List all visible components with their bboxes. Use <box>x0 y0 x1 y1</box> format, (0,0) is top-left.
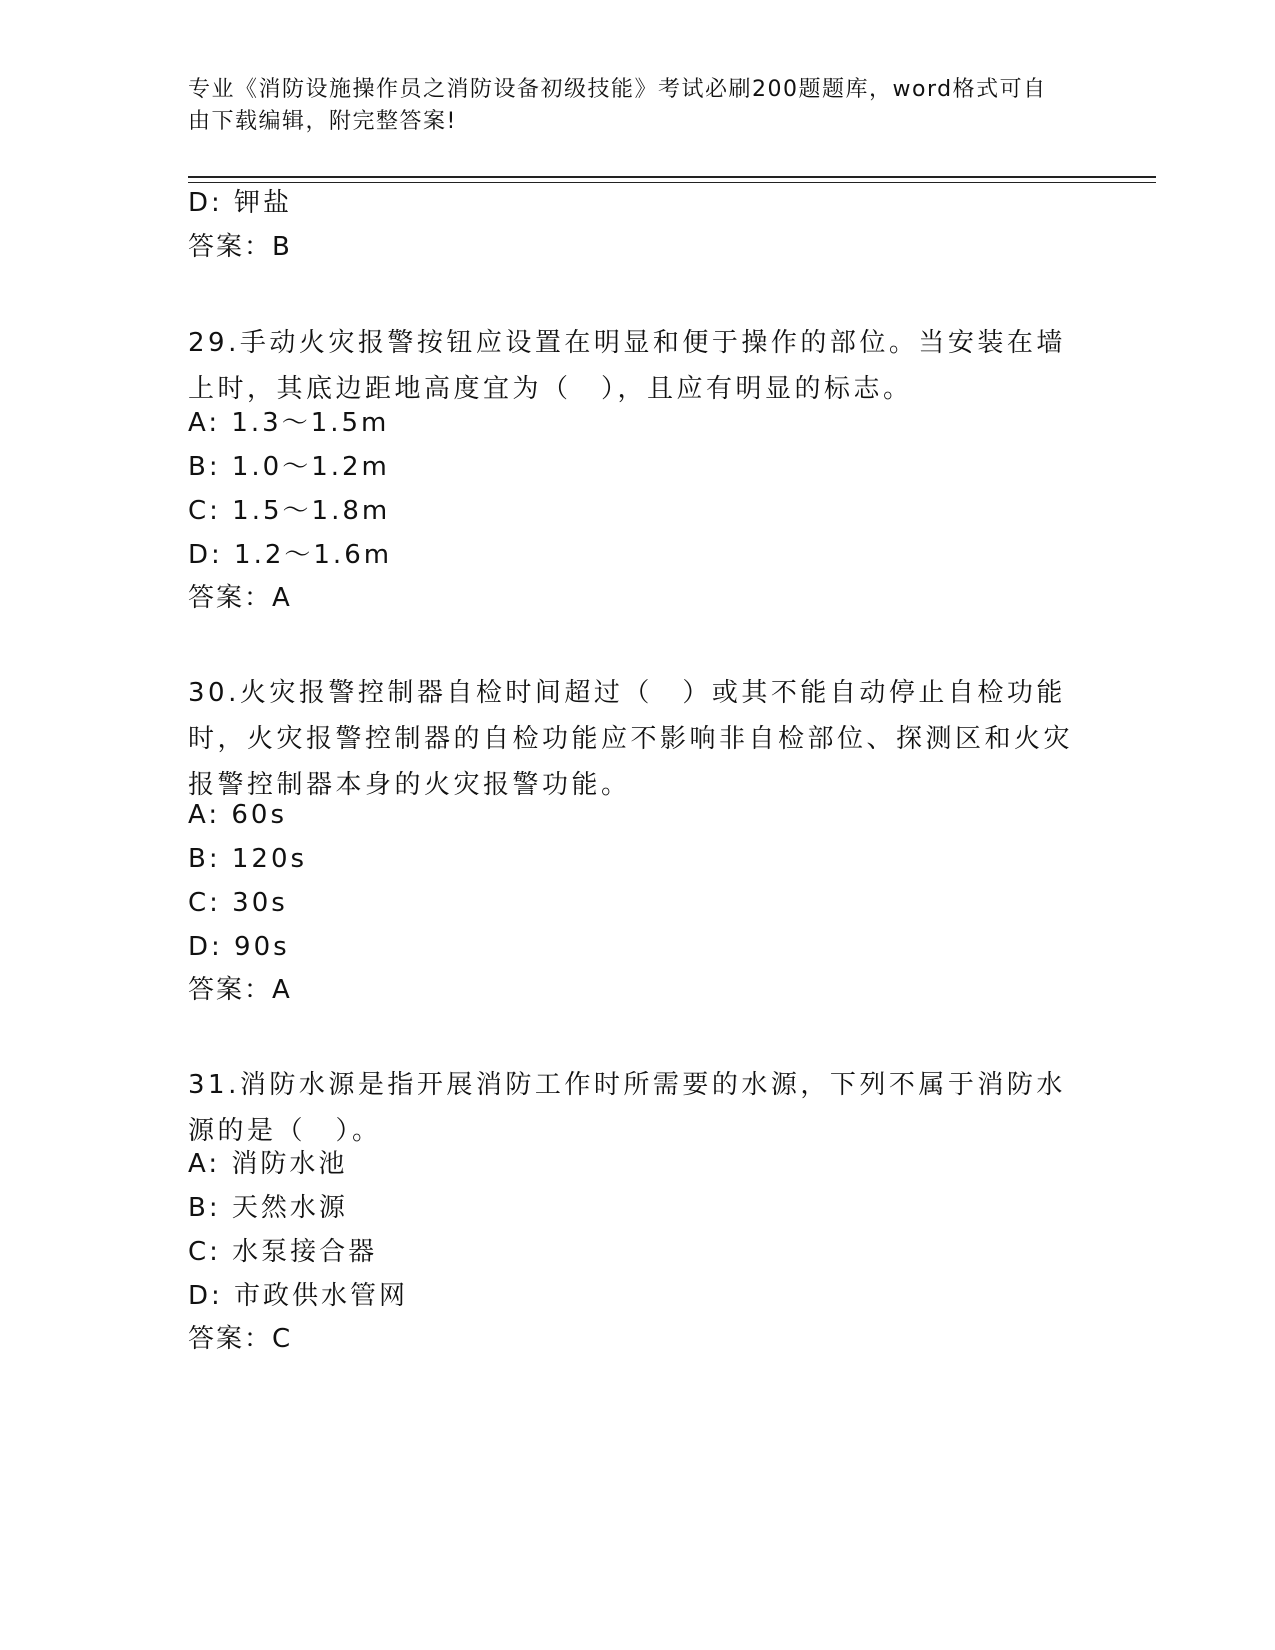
question-31-option-b: B: 天然水源 <box>188 1193 348 1223</box>
question-31-answer: 答案：C <box>188 1324 293 1354</box>
question-29-option-b: B: 1.0～1.2m <box>188 452 390 482</box>
question-29-option-c: C: 1.5～1.8m <box>188 496 391 526</box>
header-divider-thick <box>188 176 1156 178</box>
question-31-option-c: C: 水泵接合器 <box>188 1237 378 1267</box>
page-header: 专业《消防设施操作员之消防设备初级技能》考试必刷200题题库，word格式可自由下载编辑，附完整答案! <box>188 77 1047 134</box>
question-29-option-d: D: 1.2～1.6m <box>188 540 393 570</box>
question-30-text: 30.火灾报警控制器自检时间超过（ ）或其不能自动停止自检功能时，火灾报警控制器的自检功能应不影响非自检部位、探测区和火灾报警控制器本身的火灾报警功能。 <box>188 678 1074 800</box>
question-30-option-a: A: 60s <box>188 800 287 830</box>
question-31-option-a: A: 消防水池 <box>188 1149 348 1179</box>
question-31-option-d: D: 市政供水管网 <box>188 1281 409 1311</box>
question-30-option-b: B: 120s <box>188 844 308 874</box>
question-29-option-a: A: 1.3～1.5m <box>188 408 390 438</box>
question-30-option-d: D: 90s <box>188 932 290 962</box>
question-29-text: 29.手动火灾报警按钮应设置在明显和便于操作的部位。当安装在墙上时，其底边距地高度宜为（ ），且应有明显的标志。 <box>188 328 1066 404</box>
question-30-option-c: C: 30s <box>188 888 288 918</box>
prev-answer: 答案：B <box>188 232 292 262</box>
question-30-answer: 答案：A <box>188 975 292 1005</box>
prev-option-d: D: 钾盐 <box>188 188 293 218</box>
header-divider-thin <box>188 182 1156 183</box>
question-29-answer: 答案：A <box>188 583 292 613</box>
question-31-text: 31.消防水源是指开展消防工作时所需要的水源，下列不属于消防水源的是（ ）。 <box>188 1070 1066 1146</box>
